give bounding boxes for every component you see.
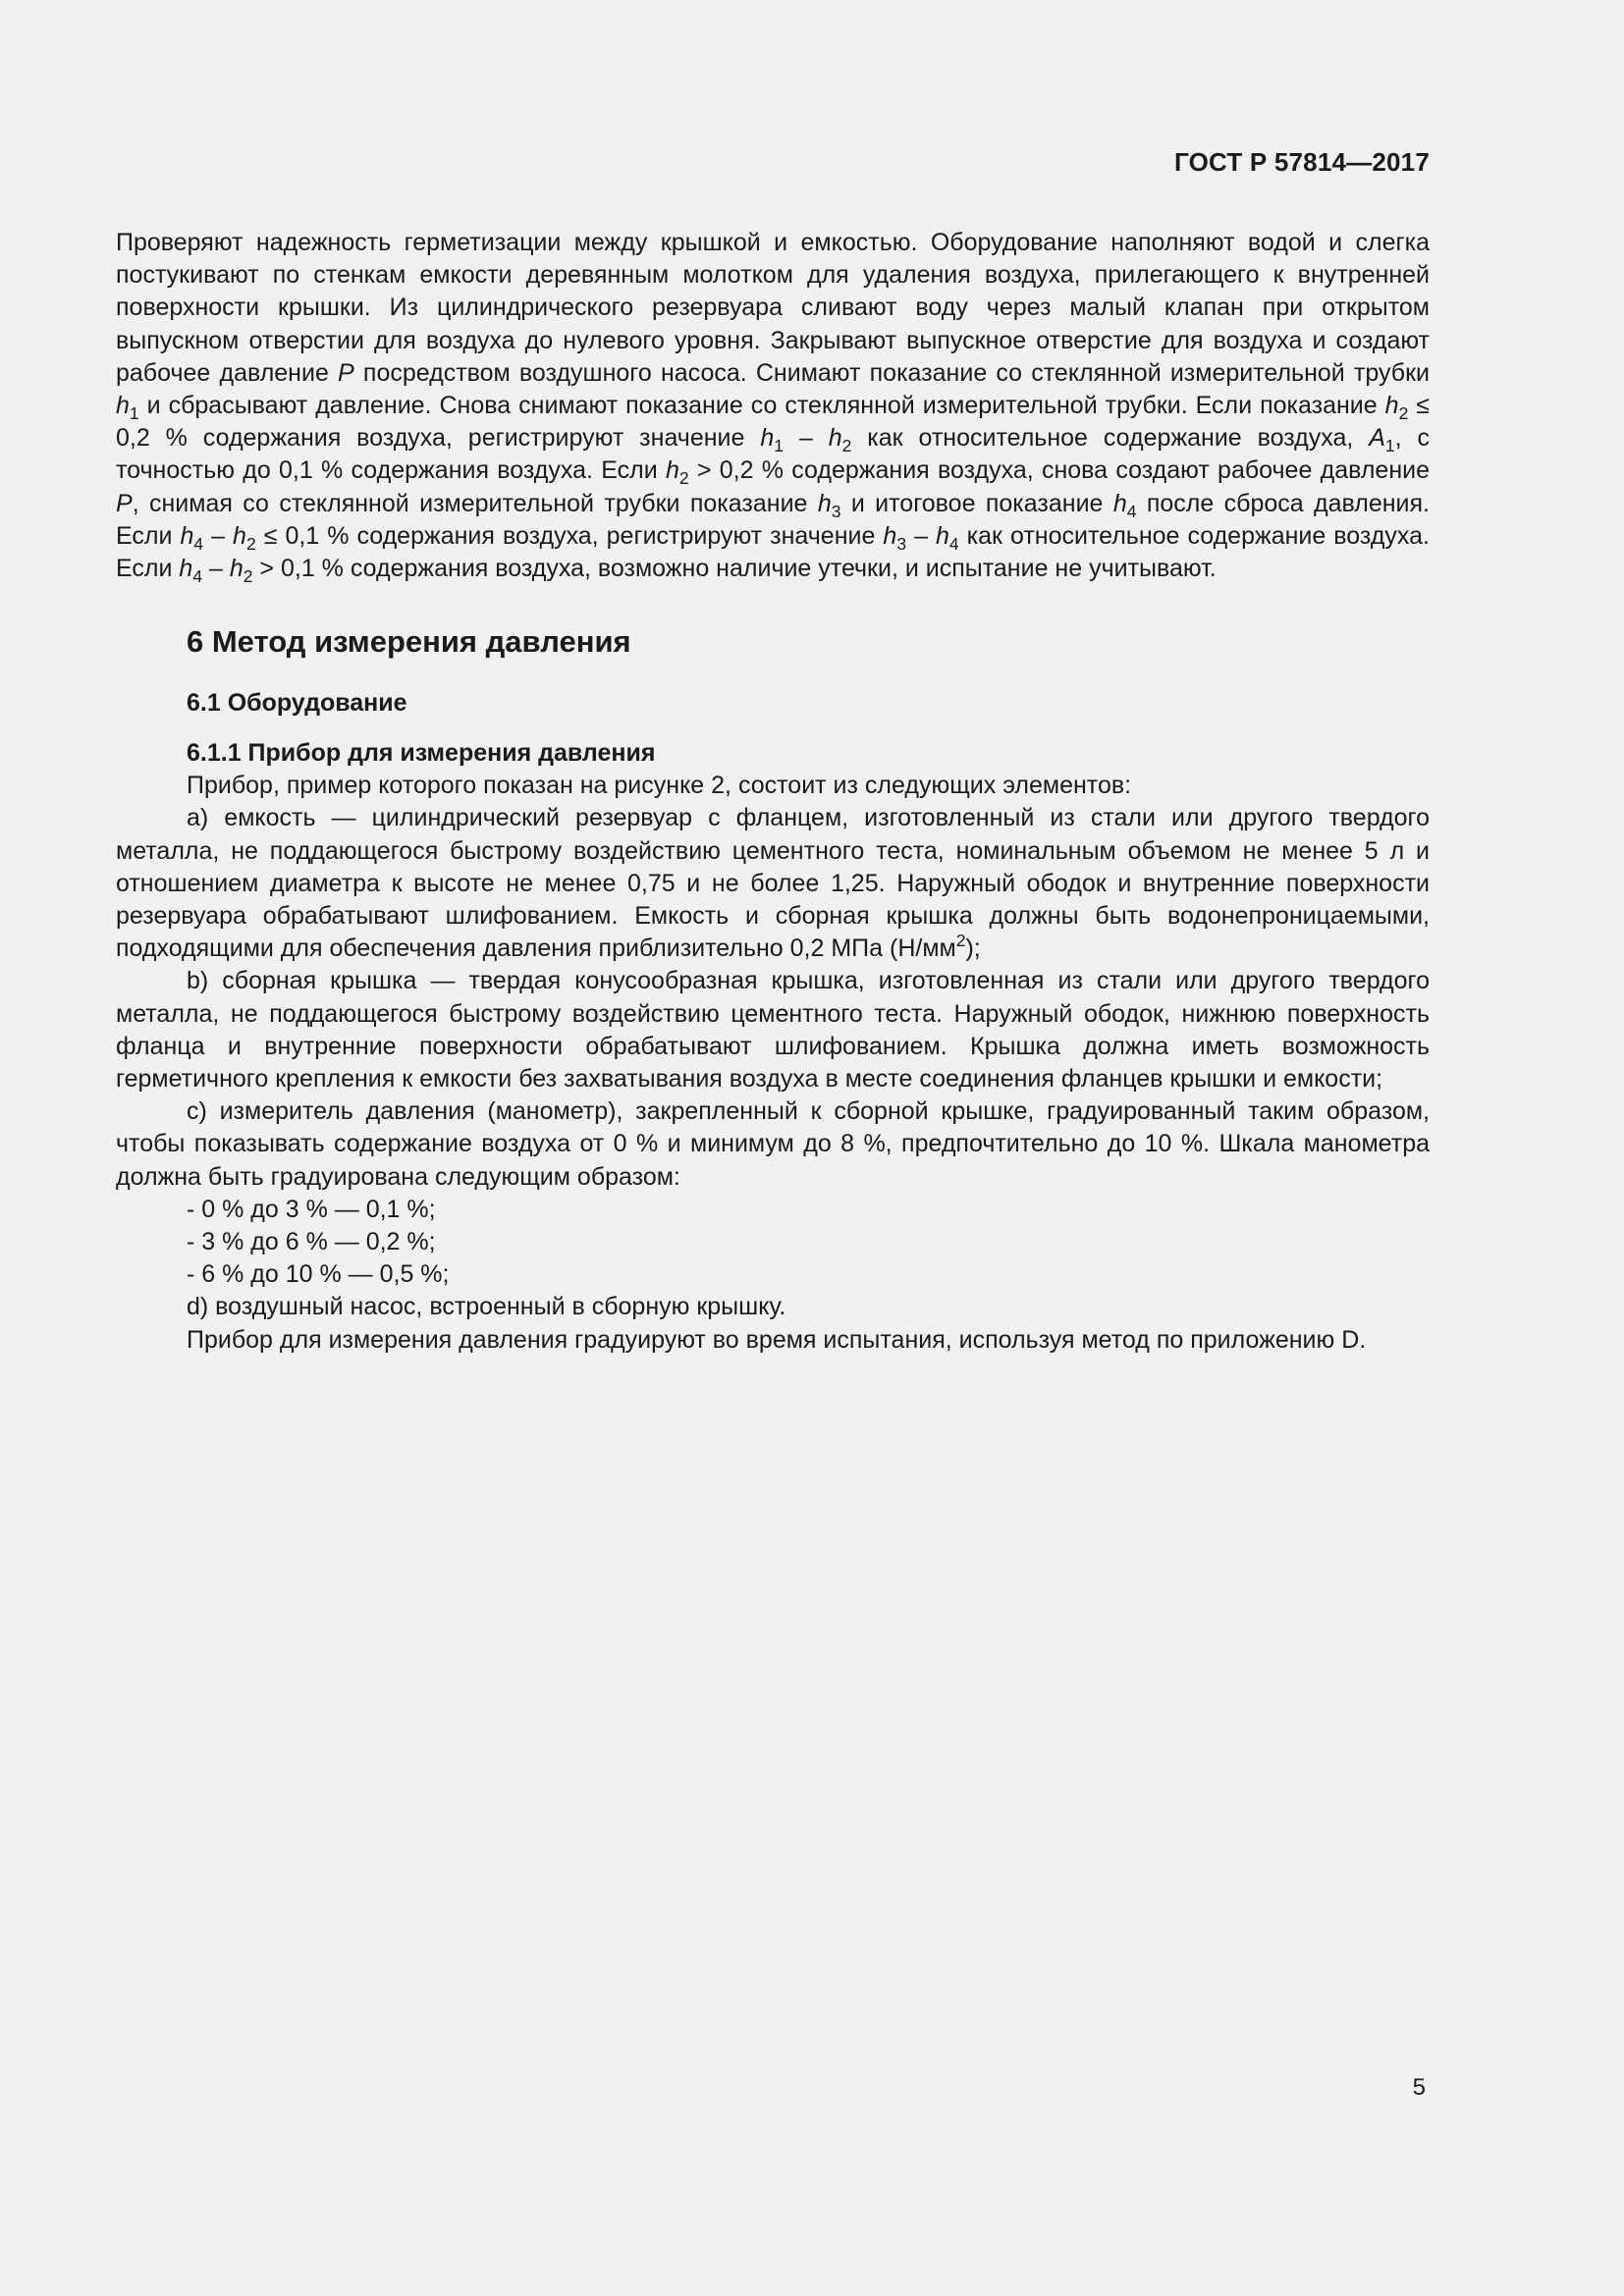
subsection-heading: 6.1 Оборудование [187, 689, 407, 718]
section-heading: 6 Метод измерения давления [187, 624, 631, 660]
scale-item: - 0 % до 3 % — 0,1 %; [187, 1195, 436, 1223]
document-code-header: ГОСТ Р 57814—2017 [1174, 147, 1430, 177]
scale-item: - 3 % до 6 % — 0,2 %; [187, 1228, 436, 1256]
list-item-a: а) емкость — цилиндрический резервуар с фланцем, изготовленный из стали или другого твердого металла, не поддающегося быстрому воздействию цементного теста, номинальным объемом не менее 5 л и отношением диаметра к высоте не менее 0,75 и не более 1,25. Наружный ободок и внутренние поверхности резервуара обрабатывают шлифованием. Емкость и сборная крышка должны быть водонепроницаемыми, подходящими для обеспечения давления приблизительно 0,2 МПа $(Н/мм^2)$; [116, 804, 1430, 963]
lead-paragraph: Прибор, пример которого показан на рисунке 2, состоит из следующих элементов: [187, 772, 1132, 800]
list-item-d: d) воздушный насос, встроенный в сборную крышку. [187, 1293, 786, 1321]
page-content [116, 227, 1430, 1357]
closing-paragraph: Прибор для измерения давления градуируют во время испытания, используя метод по приложению D. [187, 1325, 1367, 1354]
page-number: 5 [1412, 2074, 1426, 2101]
list-item-b: b) сборная крышка — твердая конусообразная крышка, изготовленная из стали или другого твердого металла, не поддающегося быстрому воздействию цементного теста. Наружный ободок, нижнюю поверхность фланца и внутренние поверхности обрабатывают шлифованием. Крышка должна иметь возможность герметичного крепления к емкости без захватывания воздуха в месте соединения фланцев крышки и емкости; [116, 967, 1430, 1094]
subsubsection-heading: 6.1.1 Прибор для измерения давления [187, 739, 656, 768]
list-item-c: c) измеритель давления (манометр), закрепленный к сборной крышке, градуированный таким образом, чтобы показывать содержание воздуха от 0 % и минимум до 8 %, предпочтительно до 10 %. Шкала манометра должна быть градуирована следующим образом: [116, 1097, 1430, 1191]
intro-paragraph: Проверяют надежность герметизации между крышкой и емкостью. Оборудование наполняют водой и слегка постукивают по стенкам емкости деревянным молотком для удаления воздуха, прилегающего к внутренней поверхности крышки. Из цилиндрического резервуара сливают воду через малый клапан при открытом выпускном отверстии для воздуха до нулевого уровня. Закрывают выпускное отверстие для воздуха и создают рабочее давление P посредством воздушного насоса. Снимают показание со стеклянной измерительной трубки $h_1$ и сбрасывают давление. Снова снимают показание со стеклянной измерительной трубки. Если показание $h_2 \le 0,2$ % содержания воздуха, регистрируют значение $h_1 - h_2$ как относительное содержание воздуха, $A_1$, с точностью до 0,1 % содержания воздуха. Если $h_2 > 0,2$ % содержания воздуха, снова создают рабочее давление P, снимая со стеклянной измерительной трубки показание $h_3$ и итоговое показание $h_4$ после сброса давления. Если $h_4 - h_2 \le 0,1$ % содержания воздуха, регистрируют значение $h_3 - h_4$ как относительное содержание воздуха. Если $h_4 - h_2 > 0,1$ % содержания воздуха, возможно наличие утечки, и испытание не учитывают. [116, 229, 1431, 587]
scale-item: - 6 % до 10 % — 0,5 %; [187, 1260, 450, 1289]
